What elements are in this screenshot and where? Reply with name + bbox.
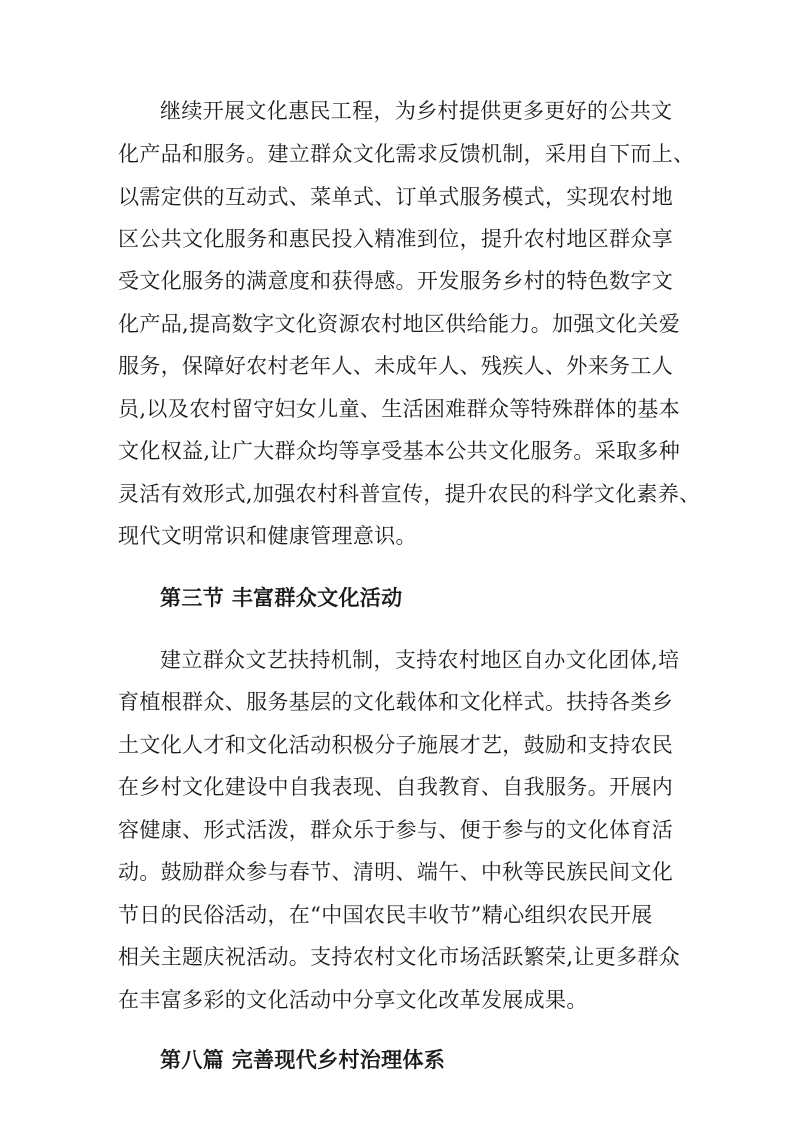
paragraph-1-line-3: 以需定供的互动式、菜单式、订单式服务模式，实现农村地 bbox=[118, 185, 674, 209]
paragraph-2-line-8: 相关主题庆祝活动。支持农村文化市场活跃繁荣,让更多群众 bbox=[118, 945, 681, 969]
paragraph-2-line-4: 在乡村文化建设中自我表现、自我教育、自我服务。开展内 bbox=[118, 775, 674, 799]
section-heading: 第三节 丰富群众文化活动 bbox=[160, 585, 403, 610]
part-heading: 第八篇 完善现代乡村治理体系 bbox=[160, 1047, 446, 1072]
paragraph-1-line-11: 现代文明常识和健康管理意识。 bbox=[118, 524, 417, 548]
paragraph-2-line-7: 节日的民俗活动，在“中国农民丰收节”精心组织农民开展 bbox=[118, 903, 653, 927]
paragraph-1-line-6: 化产品,提高数字文化资源农村地区供给能力。加强文化关爱 bbox=[118, 312, 681, 336]
paragraph-1-line-4: 区公共文化服务和惠民投入精准到位，提升农村地区群众享 bbox=[118, 227, 674, 251]
paragraph-1-line-8: 员,以及农村留守妇女儿童、生活困难群众等特殊群体的基本 bbox=[118, 397, 681, 421]
paragraph-2-line-6: 动。鼓励群众参与春节、清明、端午、中秋等民族民间文化 bbox=[118, 860, 674, 884]
paragraph-1-line-9: 文化权益,让广大群众均等享受基本公共文化服务。采取多种 bbox=[118, 439, 681, 463]
paragraph-1-line-1: 继续开展文化惠民工程，为乡村提供更多更好的公共文 bbox=[160, 99, 673, 123]
paragraph-2-line-3: 土文化人才和文化活动积极分子施展才艺，鼓励和支持农民 bbox=[118, 733, 674, 757]
paragraph-2-line-9: 在丰富多彩的文化活动中分享文化改革发展成果。 bbox=[118, 988, 588, 1012]
paragraph-1-line-10: 灵活有效形式,加强农村科普宣传，提升农民的科学文化素养、 bbox=[118, 482, 701, 506]
paragraph-1-line-2: 化产品和服务。建立群众文化需求反馈机制，采用自下而上、 bbox=[118, 142, 695, 166]
paragraph-2-line-2: 育植根群众、服务基层的文化载体和文化样式。扶持各类乡 bbox=[118, 690, 674, 714]
paragraph-1-line-7: 服务，保障好农村老年人、未成年人、残疾人、外来务工人 bbox=[118, 354, 674, 378]
paragraph-2-line-5: 容健康、形式活泼，群众乐于参与、便于参与的文化体育活 bbox=[118, 818, 674, 842]
paragraph-2-line-1: 建立群众文艺扶持机制，支持农村地区自办文化团体,培 bbox=[160, 648, 680, 672]
paragraph-1-line-5: 受文化服务的满意度和获得感。开发服务乡村的特色数字文 bbox=[118, 269, 674, 293]
